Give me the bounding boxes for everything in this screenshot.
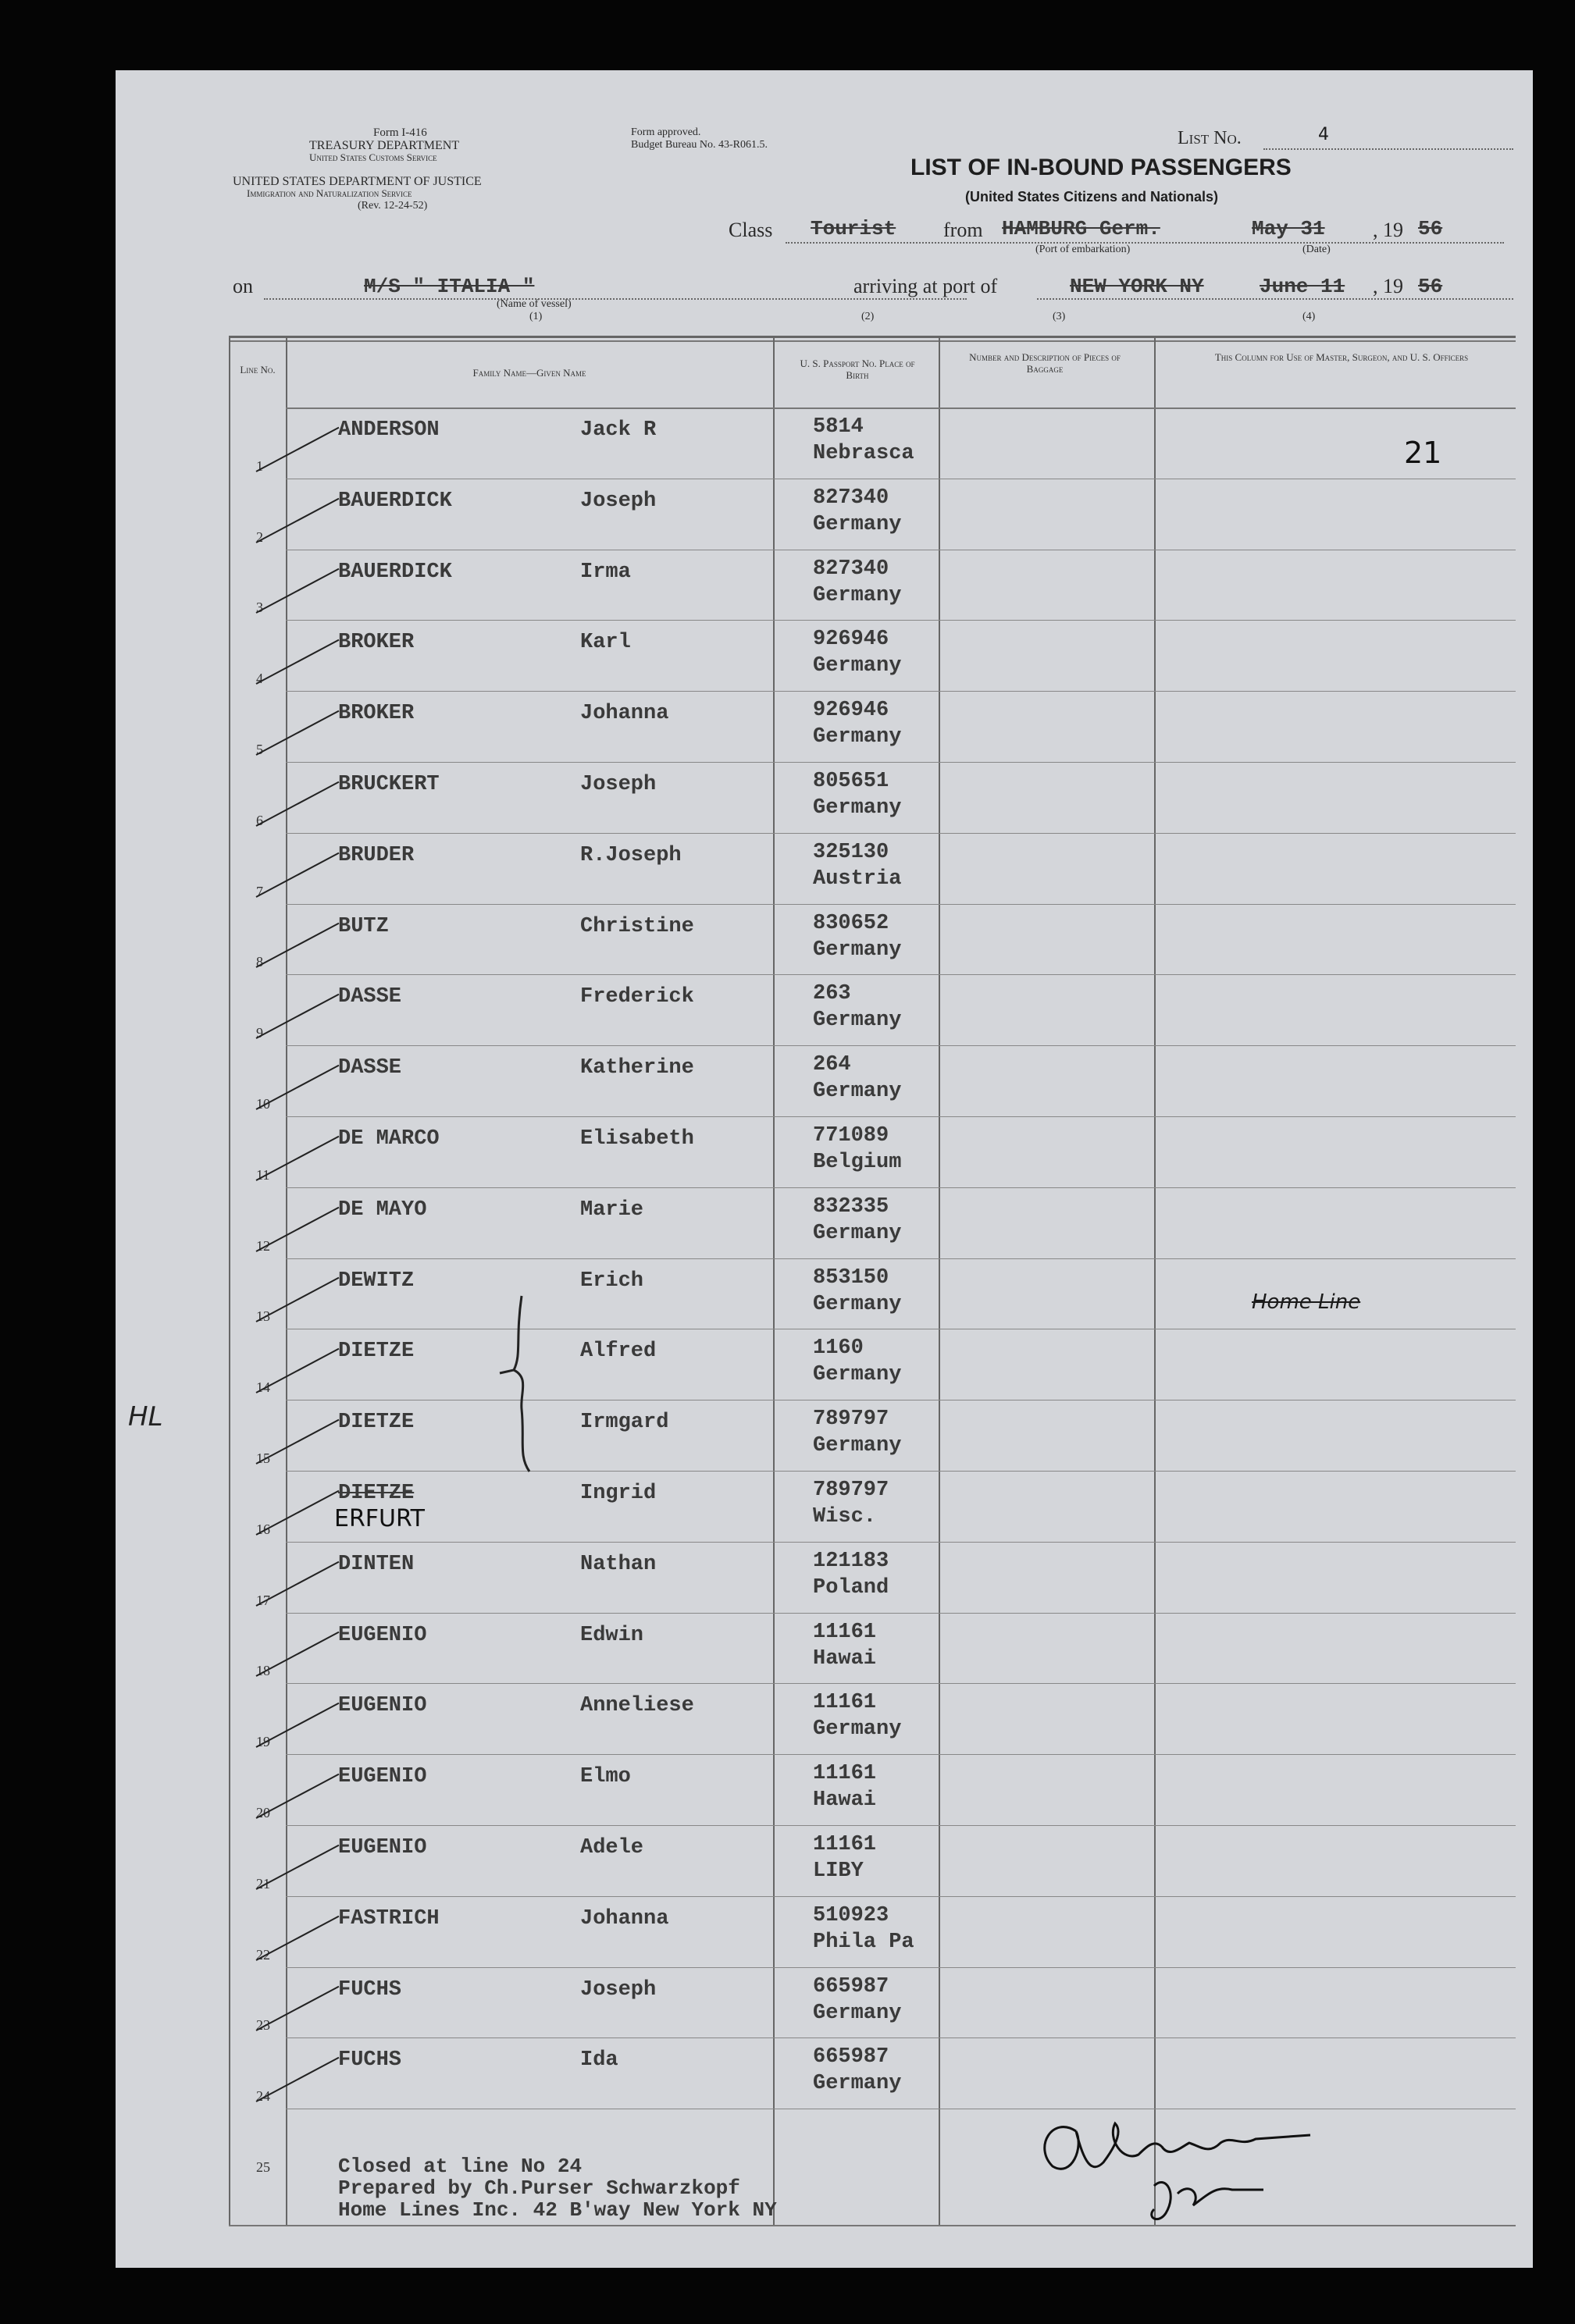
table-row bbox=[116, 1683, 1533, 1754]
check-mark bbox=[256, 1845, 340, 1890]
arrival-port: NEW YORK NY bbox=[1070, 275, 1204, 298]
table-row bbox=[116, 620, 1533, 691]
place-of-birth: Germany bbox=[813, 512, 902, 536]
given-name: Johanna bbox=[580, 702, 669, 726]
check-mark bbox=[256, 1915, 340, 1960]
family-name: EUGENIO bbox=[338, 1836, 427, 1860]
check-mark bbox=[256, 1632, 340, 1677]
table-row bbox=[116, 408, 1533, 479]
check-mark bbox=[256, 1136, 340, 1181]
table-row bbox=[116, 479, 1533, 550]
line-number: 1 bbox=[256, 457, 263, 474]
place-of-birth: Germany bbox=[813, 1221, 902, 1245]
family-name: BROKER bbox=[338, 631, 415, 655]
table-row bbox=[116, 974, 1533, 1045]
page-subtitle: (United States Citizens and Nationals) bbox=[965, 189, 1219, 205]
family-name: FUCHS bbox=[338, 1977, 402, 2002]
family-name: DASSE bbox=[338, 985, 402, 1009]
year-prefix-1: , 19 bbox=[1373, 219, 1403, 241]
treasury-dept: TREASURY DEPARTMENT bbox=[309, 139, 460, 152]
caption-1: (1) bbox=[529, 311, 543, 322]
arriving-label: arriving at port of bbox=[853, 275, 998, 297]
passport-number: 805651 bbox=[813, 770, 889, 793]
line-number: 3 bbox=[256, 600, 263, 616]
table-row bbox=[116, 1613, 1533, 1684]
passport-number: 789797 bbox=[813, 1408, 889, 1432]
given-name: R.Joseph bbox=[580, 843, 682, 867]
col-name: Family Name—Given Name bbox=[472, 367, 586, 379]
family-name: ANDERSON bbox=[338, 418, 440, 442]
given-name: Erich bbox=[580, 1269, 644, 1293]
given-name: Joseph bbox=[580, 1977, 657, 2002]
family-name: FUCHS bbox=[338, 2048, 402, 2073]
family-name: DINTEN bbox=[338, 1552, 415, 1576]
check-mark bbox=[256, 1206, 340, 1251]
family-name: DIETZE bbox=[338, 1482, 415, 1505]
place-of-birth: Nebrasca bbox=[813, 442, 914, 465]
family-name: DIETZE bbox=[338, 1340, 415, 1364]
table-row bbox=[116, 833, 1533, 904]
line-number: 6 bbox=[256, 812, 263, 828]
passport-number: 665987 bbox=[813, 1974, 889, 1998]
line-number: 16 bbox=[256, 1521, 270, 1537]
home-line-annotation: Home Line bbox=[1252, 1290, 1361, 1314]
family-name: BUTZ bbox=[338, 914, 389, 938]
line-number: 23 bbox=[256, 2017, 270, 2034]
check-mark bbox=[256, 2057, 340, 2102]
customs-service: United States Customs Service bbox=[309, 151, 437, 163]
line-number: 24 bbox=[256, 2088, 270, 2105]
place-of-birth: Germany bbox=[813, 725, 902, 749]
family-name: EUGENIO bbox=[338, 1765, 427, 1789]
vessel-name: M/S " ITALIA " bbox=[364, 275, 535, 298]
given-name: Irmgard bbox=[580, 1411, 669, 1435]
col-baggage: Number and Description of Pieces of Baggage bbox=[969, 351, 1121, 375]
check-mark bbox=[256, 1419, 340, 1465]
check-mark bbox=[256, 568, 340, 614]
page-title: LIST OF IN-BOUND PASSENGERS bbox=[910, 155, 1292, 180]
embark-port: HAMBURG Germ. bbox=[1002, 217, 1160, 240]
check-mark bbox=[256, 710, 340, 756]
passport-number: 665987 bbox=[813, 2045, 889, 2070]
family-name: EUGENIO bbox=[338, 1623, 427, 1647]
company-address: Home Lines Inc. 42 B'way New York NY bbox=[338, 2198, 777, 2222]
inspector-signature bbox=[1029, 2100, 1326, 2233]
passport-number: 771089 bbox=[813, 1124, 889, 1148]
given-name: Joseph bbox=[580, 489, 657, 513]
table-row bbox=[116, 550, 1533, 621]
given-name: Marie bbox=[580, 1198, 644, 1222]
place-of-birth: Germany bbox=[813, 1009, 902, 1033]
given-name: Irma bbox=[580, 560, 631, 584]
given-name: Anneliese bbox=[580, 1694, 694, 1718]
table-row bbox=[116, 1825, 1533, 1896]
table-row bbox=[116, 691, 1533, 762]
table-row bbox=[116, 2038, 1533, 2109]
given-name: Ida bbox=[580, 2048, 618, 2073]
table-row bbox=[116, 1400, 1533, 1471]
table-row bbox=[116, 762, 1533, 833]
year-from: 56 bbox=[1418, 217, 1443, 240]
place-of-birth: Hawai bbox=[813, 1788, 877, 1813]
passport-number: 325130 bbox=[813, 840, 889, 864]
arrival-date: June 11 bbox=[1260, 275, 1345, 298]
budget-bureau: Budget Bureau No. 43-R061.5. bbox=[631, 139, 768, 151]
caption-3: (3) bbox=[1053, 311, 1066, 322]
passport-number: 5814 bbox=[813, 415, 864, 439]
place-of-birth: Germany bbox=[813, 1292, 902, 1316]
table-row bbox=[116, 1045, 1533, 1116]
passport-number: 830652 bbox=[813, 911, 889, 935]
embark-caption: (Port of embarkation) bbox=[1035, 244, 1131, 255]
place-of-birth: Poland bbox=[813, 1575, 889, 1600]
line-number: 21 bbox=[256, 1875, 270, 1892]
check-mark bbox=[256, 1703, 340, 1748]
on-label: on bbox=[233, 275, 253, 297]
table-row bbox=[116, 1471, 1533, 1542]
passport-number: 11161 bbox=[813, 1762, 877, 1786]
line-number: 17 bbox=[256, 1592, 270, 1608]
place-of-birth: Hawai bbox=[813, 1646, 877, 1671]
line-number: 25 bbox=[256, 2159, 270, 2175]
given-name: Johanna bbox=[580, 1906, 669, 1931]
passport-number: 1160 bbox=[813, 1336, 864, 1361]
page-count: 21 bbox=[1404, 436, 1442, 470]
place-of-birth: Germany bbox=[813, 938, 902, 962]
line-number: 14 bbox=[256, 1379, 270, 1396]
prepared-by: Prepared by Ch.Purser Schwarzkopf bbox=[338, 2176, 740, 2200]
line-number: 4 bbox=[256, 671, 263, 687]
given-name: Nathan bbox=[580, 1552, 657, 1576]
check-mark bbox=[256, 1986, 340, 2031]
table-row bbox=[116, 1967, 1533, 2038]
line-number: 8 bbox=[256, 954, 263, 970]
given-name: Elisabeth bbox=[580, 1127, 694, 1151]
given-name: Frederick bbox=[580, 985, 694, 1009]
passport-number: 264 bbox=[813, 1053, 851, 1077]
line-number: 9 bbox=[256, 1025, 263, 1041]
line-number: 11 bbox=[256, 1166, 270, 1183]
place-of-birth: Belgium bbox=[813, 1151, 902, 1174]
erfurt-annotation: ERFURT bbox=[334, 1505, 426, 1532]
from-label: from bbox=[943, 219, 983, 241]
given-name: Jack R bbox=[580, 418, 657, 442]
line-number: 18 bbox=[256, 1663, 270, 1679]
family-name: BROKER bbox=[338, 702, 415, 726]
place-of-birth: Austria bbox=[813, 867, 902, 891]
check-mark bbox=[256, 1774, 340, 1819]
table-row bbox=[116, 1116, 1533, 1187]
form-approved: Form approved. bbox=[631, 126, 701, 138]
given-name: Adele bbox=[580, 1836, 644, 1860]
list-no-value: 4 bbox=[1318, 125, 1329, 144]
line-number: 22 bbox=[256, 1946, 270, 1963]
family-name: EUGENIO bbox=[338, 1694, 427, 1718]
passport-number: 11161 bbox=[813, 1620, 877, 1644]
family-name: BAUERDICK bbox=[338, 489, 452, 513]
col-officers: This Column for Use of Master, Surgeon, and U. S. Officers bbox=[1214, 351, 1469, 363]
passport-number: 121183 bbox=[813, 1549, 889, 1573]
table-row bbox=[116, 1754, 1533, 1825]
check-mark bbox=[256, 427, 340, 472]
line-number: 5 bbox=[256, 741, 263, 757]
col-line-no: Line No. bbox=[240, 364, 276, 375]
line-number: 12 bbox=[256, 1237, 270, 1254]
passport-number: 827340 bbox=[813, 557, 889, 581]
place-of-birth: Wisc. bbox=[813, 1505, 877, 1529]
passport-number: 926946 bbox=[813, 628, 889, 652]
passport-number: 11161 bbox=[813, 1833, 877, 1856]
check-mark bbox=[256, 923, 340, 968]
line-number: 10 bbox=[256, 1095, 270, 1112]
class-value: Tourist bbox=[811, 217, 896, 240]
place-of-birth: Germany bbox=[813, 583, 902, 607]
passport-number: 263 bbox=[813, 982, 851, 1006]
closed-at-line: Closed at line No 24 bbox=[338, 2155, 583, 2178]
revision: (Rev. 12-24-52) bbox=[358, 200, 428, 212]
given-name: Ingrid bbox=[580, 1482, 657, 1505]
year-to: 56 bbox=[1418, 275, 1443, 298]
family-name: DEWITZ bbox=[338, 1269, 415, 1293]
passport-number: 853150 bbox=[813, 1265, 889, 1290]
caption-2: (2) bbox=[861, 311, 875, 322]
family-bracket bbox=[498, 1292, 561, 1479]
line-number: 7 bbox=[256, 883, 263, 899]
passport-number: 789797 bbox=[813, 1479, 889, 1502]
family-name: DE MAYO bbox=[338, 1198, 427, 1222]
place-of-birth: Germany bbox=[813, 1434, 902, 1458]
check-mark bbox=[256, 852, 340, 897]
justice-dept: UNITED STATES DEPARTMENT OF JUSTICE bbox=[233, 175, 482, 188]
check-mark bbox=[256, 994, 340, 1039]
place-of-birth: LIBY bbox=[813, 1860, 864, 1883]
class-label: Class bbox=[729, 219, 773, 241]
check-mark bbox=[256, 497, 340, 543]
form-number: Form I-416 bbox=[373, 126, 427, 139]
place-of-birth: Germany bbox=[813, 654, 902, 678]
table-row bbox=[116, 1329, 1533, 1400]
vessel-caption: (Name of vessel) bbox=[497, 298, 572, 310]
given-name: Joseph bbox=[580, 773, 657, 796]
place-of-birth: Germany bbox=[813, 1363, 902, 1387]
check-mark bbox=[256, 1490, 340, 1536]
passport-number: 827340 bbox=[813, 486, 889, 510]
passenger-list-page bbox=[116, 70, 1533, 2268]
line-number: 19 bbox=[256, 1734, 270, 1750]
ins-service: Immigration and Naturalization Service bbox=[247, 187, 412, 199]
line-number: 15 bbox=[256, 1450, 270, 1466]
given-name: Alfred bbox=[580, 1340, 657, 1364]
col-passport: U. S. Passport No. Place of Birth bbox=[800, 358, 915, 381]
date-caption: (Date) bbox=[1302, 244, 1331, 255]
check-mark bbox=[256, 1348, 340, 1393]
passport-number: 11161 bbox=[813, 1691, 877, 1715]
family-name: BRUCKERT bbox=[338, 773, 440, 796]
family-name: DE MARCO bbox=[338, 1127, 440, 1151]
check-mark bbox=[256, 639, 340, 685]
given-name: Elmo bbox=[580, 1765, 631, 1789]
table-row bbox=[116, 1896, 1533, 1967]
family-name: DIETZE bbox=[338, 1411, 415, 1435]
given-name: Katherine bbox=[580, 1056, 694, 1080]
family-name: BRUDER bbox=[338, 843, 415, 867]
caption-4: (4) bbox=[1302, 311, 1316, 322]
line-number: 20 bbox=[256, 1804, 270, 1820]
table-row bbox=[116, 1542, 1533, 1613]
list-no-label: List No. bbox=[1178, 128, 1242, 148]
family-name: DASSE bbox=[338, 1056, 402, 1080]
passport-number: 832335 bbox=[813, 1194, 889, 1219]
place-of-birth: Germany bbox=[813, 796, 902, 820]
place-of-birth: Phila Pa bbox=[813, 1930, 914, 1954]
check-mark bbox=[256, 1065, 340, 1110]
given-name: Christine bbox=[580, 914, 694, 938]
line-number: 2 bbox=[256, 529, 263, 545]
check-mark bbox=[256, 1277, 340, 1322]
place-of-birth: Germany bbox=[813, 2072, 902, 2096]
table-row bbox=[116, 1187, 1533, 1258]
given-name: Karl bbox=[580, 631, 631, 655]
table-row bbox=[116, 904, 1533, 975]
departure-date: May 31 bbox=[1252, 217, 1325, 240]
place-of-birth: Germany bbox=[813, 1717, 902, 1742]
family-name: FASTRICH bbox=[338, 1906, 440, 1931]
passport-number: 926946 bbox=[813, 699, 889, 723]
family-name: BAUERDICK bbox=[338, 560, 452, 584]
check-mark bbox=[256, 1561, 340, 1606]
year-prefix-2: , 19 bbox=[1373, 275, 1403, 297]
check-mark bbox=[256, 781, 340, 827]
place-of-birth: Germany bbox=[813, 2001, 902, 2025]
place-of-birth: Germany bbox=[813, 1080, 902, 1104]
line-number: 13 bbox=[256, 1308, 270, 1325]
passport-number: 510923 bbox=[813, 1903, 889, 1927]
margin-initials: HL bbox=[128, 1401, 163, 1432]
given-name: Edwin bbox=[580, 1623, 644, 1647]
